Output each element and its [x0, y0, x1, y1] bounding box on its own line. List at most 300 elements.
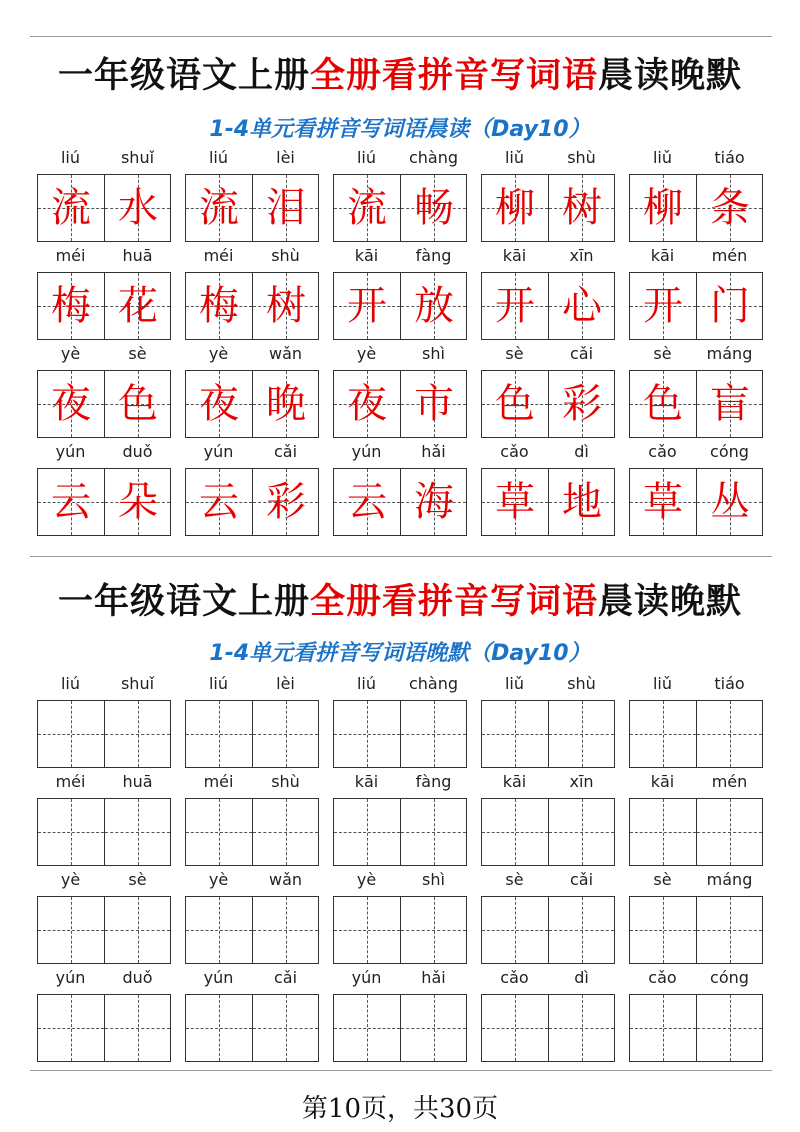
guide-line-vertical — [515, 897, 516, 963]
blank-tianzige-cell[interactable] — [400, 701, 466, 767]
pinyin-label: cǎo — [648, 442, 677, 461]
pinyin-label: shù — [567, 148, 596, 167]
writing-box[interactable] — [333, 700, 467, 768]
guide-line-vertical — [138, 701, 139, 767]
hanzi-character: 柳 — [643, 185, 683, 231]
word-card — [185, 440, 319, 538]
word-card — [333, 146, 467, 244]
dictation-card — [185, 770, 319, 868]
guide-line-vertical — [434, 897, 435, 963]
pinyin-label: sè — [653, 870, 672, 889]
character-box — [481, 370, 615, 438]
dictation-card — [37, 770, 171, 868]
hanzi-character: 海 — [414, 479, 454, 525]
character-box — [481, 174, 615, 242]
writing-box[interactable] — [333, 798, 467, 866]
blank-tianzige-cell[interactable] — [482, 799, 548, 865]
pinyin-label: sè — [653, 344, 672, 363]
guide-line-vertical — [663, 701, 664, 767]
pinyin-label: wǎn — [268, 870, 303, 889]
top-main-title: 一年级语文上册全册看拼音写词语晨读晚默 — [57, 56, 743, 96]
blank-tianzige-cell[interactable] — [400, 897, 466, 963]
bottom-subtitle: 1-4单元看拼音写词语晚默（Day10） — [209, 641, 591, 666]
writing-box[interactable] — [37, 994, 171, 1062]
blank-tianzige-cell[interactable] — [104, 897, 170, 963]
writing-box[interactable] — [629, 798, 763, 866]
pinyin-label: shù — [271, 246, 300, 265]
guide-line-vertical — [71, 897, 72, 963]
hanzi-character: 色 — [495, 381, 535, 427]
pinyin-label: máng — [706, 870, 753, 889]
word-card — [629, 244, 763, 342]
pinyin-label: liú — [60, 674, 81, 693]
top-subtitle: 1-4单元看拼音写词语晨读（Day10） — [209, 117, 591, 142]
character-box — [629, 370, 763, 438]
pinyin-label: tiáo — [714, 148, 745, 167]
writing-box[interactable] — [185, 994, 319, 1062]
guide-line-vertical — [286, 995, 287, 1061]
blank-tianzige-cell[interactable] — [630, 897, 696, 963]
guide-line-vertical — [434, 799, 435, 865]
tianzige-cell — [400, 273, 466, 339]
blank-tianzige-cell[interactable] — [696, 701, 762, 767]
hanzi-character: 彩 — [562, 381, 602, 427]
hanzi-character: 色 — [643, 381, 683, 427]
word-row — [37, 770, 763, 868]
tianzige-cell — [186, 175, 252, 241]
character-box — [185, 272, 319, 340]
writing-box[interactable] — [481, 896, 615, 964]
hanzi-character: 盲 — [710, 381, 750, 427]
hanzi-character: 朵 — [118, 479, 158, 525]
guide-line-vertical — [515, 799, 516, 865]
guide-line-vertical — [219, 701, 220, 767]
word-card — [481, 342, 615, 440]
character-box — [185, 468, 319, 536]
pinyin-label: shuǐ — [120, 674, 155, 693]
tianzige-cell — [630, 175, 696, 241]
writing-box[interactable] — [37, 700, 171, 768]
tianzige-cell — [696, 371, 762, 437]
blank-tianzige-cell[interactable] — [38, 897, 104, 963]
blank-tianzige-cell[interactable] — [186, 799, 252, 865]
dictation-card — [333, 672, 467, 770]
guide-line-vertical — [582, 799, 583, 865]
dictation-card — [629, 672, 763, 770]
guide-line-vertical — [434, 995, 435, 1061]
tianzige-cell — [696, 175, 762, 241]
writing-box[interactable] — [481, 798, 615, 866]
hanzi-character: 心 — [562, 283, 602, 329]
pinyin-label: kāi — [354, 772, 379, 791]
pinyin-label: fàng — [415, 246, 452, 265]
tianzige-cell — [38, 175, 104, 241]
tianzige-cell — [334, 371, 400, 437]
pinyin-label: yè — [60, 870, 81, 889]
pinyin-label: lèi — [276, 148, 295, 167]
writing-box[interactable] — [481, 994, 615, 1062]
word-card — [481, 146, 615, 244]
character-box — [185, 370, 319, 438]
blank-tianzige-cell[interactable] — [252, 897, 318, 963]
blank-tianzige-cell[interactable] — [630, 799, 696, 865]
guide-line-vertical — [367, 701, 368, 767]
hanzi-character: 云 — [199, 479, 239, 525]
writing-box[interactable] — [37, 896, 171, 964]
character-box — [481, 272, 615, 340]
writing-box[interactable] — [333, 994, 467, 1062]
hanzi-character: 放 — [414, 283, 454, 329]
hanzi-character: 梅 — [199, 283, 239, 329]
blank-tianzige-cell[interactable] — [186, 897, 252, 963]
blank-tianzige-cell[interactable] — [186, 701, 252, 767]
writing-box[interactable] — [185, 700, 319, 768]
dictation-card — [481, 770, 615, 868]
hanzi-character: 柳 — [495, 185, 535, 231]
word-row — [37, 440, 763, 538]
blank-tianzige-cell[interactable] — [482, 995, 548, 1061]
guide-line-vertical — [582, 701, 583, 767]
character-box — [185, 174, 319, 242]
pinyin-label: kāi — [650, 772, 675, 791]
pinyin-label: yè — [208, 344, 229, 363]
guide-line-vertical — [663, 897, 664, 963]
pinyin-label: lèi — [276, 674, 295, 693]
pinyin-label: liú — [208, 148, 229, 167]
blank-tianzige-cell[interactable] — [696, 897, 762, 963]
tianzige-cell — [482, 371, 548, 437]
blank-tianzige-cell[interactable] — [104, 995, 170, 1061]
pinyin-label: liú — [208, 674, 229, 693]
hanzi-character: 地 — [562, 479, 602, 525]
bottom-main-title: 一年级语文上册全册看拼音写词语晨读晚默 — [57, 582, 743, 622]
guide-line-vertical — [367, 995, 368, 1061]
hanzi-character: 色 — [118, 381, 158, 427]
pinyin-label: sè — [505, 870, 524, 889]
hanzi-character: 花 — [118, 283, 158, 329]
pinyin-label: cǎo — [500, 968, 529, 987]
tianzige-cell — [482, 175, 548, 241]
blank-tianzige-cell[interactable] — [482, 897, 548, 963]
blank-tianzige-cell[interactable] — [104, 701, 170, 767]
pinyin-label: kāi — [502, 772, 527, 791]
guide-line-vertical — [286, 701, 287, 767]
writing-box[interactable] — [629, 896, 763, 964]
pinyin-label: shì — [422, 870, 445, 889]
tianzige-cell — [548, 371, 614, 437]
dictation-card — [629, 868, 763, 966]
tianzige-cell — [630, 273, 696, 339]
word-card — [333, 440, 467, 538]
guide-line-vertical — [219, 897, 220, 963]
hanzi-character: 树 — [562, 185, 602, 231]
guide-line-vertical — [663, 799, 664, 865]
writing-box[interactable] — [629, 994, 763, 1062]
pinyin-label: cǎi — [273, 968, 298, 987]
blank-tianzige-cell[interactable] — [334, 799, 400, 865]
blank-tianzige-cell[interactable] — [104, 799, 170, 865]
dictation-card — [629, 966, 763, 1064]
hanzi-character: 夜 — [199, 381, 239, 427]
word-card — [333, 342, 467, 440]
hanzi-character: 云 — [347, 479, 387, 525]
tianzige-cell — [38, 469, 104, 535]
pinyin-label: shuǐ — [120, 148, 155, 167]
pinyin-label: yún — [203, 968, 234, 987]
hanzi-character: 梅 — [51, 283, 91, 329]
pinyin-label: cǎo — [648, 968, 677, 987]
word-card — [185, 342, 319, 440]
pinyin-label: duǒ — [122, 442, 153, 461]
hanzi-character: 丛 — [710, 479, 750, 525]
character-box — [333, 174, 467, 242]
word-card — [37, 146, 171, 244]
tianzige-cell — [548, 175, 614, 241]
blank-tianzige-cell[interactable] — [38, 995, 104, 1061]
tianzige-cell — [104, 273, 170, 339]
tianzige-cell — [630, 469, 696, 535]
top-divider — [30, 36, 772, 37]
word-card — [629, 440, 763, 538]
pinyin-label: sè — [505, 344, 524, 363]
pinyin-label: xīn — [569, 772, 594, 791]
tianzige-cell — [696, 273, 762, 339]
hanzi-character: 开 — [347, 283, 387, 329]
guide-line-vertical — [138, 995, 139, 1061]
tianzige-cell — [334, 273, 400, 339]
tianzige-cell — [334, 175, 400, 241]
hanzi-character: 彩 — [266, 479, 306, 525]
blank-tianzige-cell[interactable] — [252, 799, 318, 865]
dictation-card — [333, 770, 467, 868]
word-card — [629, 342, 763, 440]
word-card — [37, 244, 171, 342]
character-box — [629, 468, 763, 536]
blank-tianzige-cell[interactable] — [630, 701, 696, 767]
pinyin-label: fàng — [415, 772, 452, 791]
dictation-card — [37, 966, 171, 1064]
guide-line-vertical — [730, 995, 731, 1061]
dictation-card — [37, 672, 171, 770]
hanzi-character: 云 — [51, 479, 91, 525]
hanzi-character: 草 — [495, 479, 535, 525]
dictation-card — [185, 672, 319, 770]
hanzi-character: 夜 — [51, 381, 91, 427]
pinyin-label: méi — [55, 772, 86, 791]
word-row — [37, 342, 763, 440]
word-row — [37, 146, 763, 244]
guide-line-vertical — [71, 995, 72, 1061]
pinyin-label: shù — [271, 772, 300, 791]
pinyin-label: méi — [55, 246, 86, 265]
guide-line-vertical — [367, 897, 368, 963]
dictation-card — [481, 966, 615, 1064]
blank-tianzige-cell[interactable] — [630, 995, 696, 1061]
pinyin-label: cǎi — [569, 344, 594, 363]
hanzi-character: 水 — [118, 185, 158, 231]
dictation-card — [185, 966, 319, 1064]
pinyin-label: méi — [203, 772, 234, 791]
guide-line-vertical — [367, 799, 368, 865]
word-card — [37, 342, 171, 440]
blank-tianzige-cell[interactable] — [186, 995, 252, 1061]
hanzi-character: 门 — [710, 283, 750, 329]
pinyin-label: yè — [208, 870, 229, 889]
pinyin-label: liú — [356, 148, 377, 167]
tianzige-cell — [252, 469, 318, 535]
blank-tianzige-cell[interactable] — [548, 701, 614, 767]
pinyin-label: hǎi — [421, 442, 446, 461]
pinyin-label: liǔ — [504, 148, 525, 167]
guide-line-vertical — [730, 897, 731, 963]
tianzige-cell — [252, 175, 318, 241]
pinyin-label: dì — [574, 968, 589, 987]
blank-tianzige-cell[interactable] — [548, 897, 614, 963]
pinyin-label: máng — [706, 344, 753, 363]
pinyin-label: chàng — [408, 148, 459, 167]
pinyin-label: yè — [356, 870, 377, 889]
blank-tianzige-cell[interactable] — [334, 995, 400, 1061]
pinyin-label: yè — [60, 344, 81, 363]
dictation-card — [185, 868, 319, 966]
blank-tianzige-cell[interactable] — [696, 995, 762, 1061]
tianzige-cell — [334, 469, 400, 535]
character-box — [333, 370, 467, 438]
blank-tianzige-cell[interactable] — [334, 897, 400, 963]
hanzi-character: 开 — [643, 283, 683, 329]
word-card — [185, 244, 319, 342]
blank-tianzige-cell[interactable] — [38, 701, 104, 767]
guide-line-vertical — [730, 701, 731, 767]
hanzi-character: 流 — [347, 185, 387, 231]
tianzige-cell — [252, 273, 318, 339]
blank-tianzige-cell[interactable] — [482, 701, 548, 767]
hanzi-character: 夜 — [347, 381, 387, 427]
blank-tianzige-cell[interactable] — [252, 701, 318, 767]
hanzi-character: 草 — [643, 479, 683, 525]
pinyin-label: cóng — [710, 442, 749, 461]
character-box — [481, 468, 615, 536]
pinyin-label: liǔ — [652, 148, 673, 167]
pinyin-label: yún — [351, 442, 382, 461]
hanzi-character: 畅 — [414, 185, 454, 231]
guide-line-vertical — [582, 897, 583, 963]
tianzige-cell — [104, 469, 170, 535]
writing-box[interactable] — [481, 700, 615, 768]
blank-tianzige-cell[interactable] — [252, 995, 318, 1061]
guide-line-vertical — [582, 995, 583, 1061]
pinyin-label: yè — [356, 344, 377, 363]
pinyin-label: cǎo — [500, 442, 529, 461]
pinyin-label: sè — [128, 870, 147, 889]
dictation-card — [333, 868, 467, 966]
pinyin-label: sè — [128, 344, 147, 363]
writing-box[interactable] — [333, 896, 467, 964]
dictation-card — [481, 672, 615, 770]
word-card — [185, 146, 319, 244]
pinyin-label: yún — [203, 442, 234, 461]
pinyin-label: yún — [351, 968, 382, 987]
guide-line-vertical — [219, 799, 220, 865]
hanzi-character: 开 — [495, 283, 535, 329]
guide-line-vertical — [515, 995, 516, 1061]
tianzige-cell — [186, 469, 252, 535]
middle-divider — [30, 556, 772, 557]
writing-box[interactable] — [629, 700, 763, 768]
tianzige-cell — [548, 273, 614, 339]
pinyin-label: liǔ — [652, 674, 673, 693]
blank-tianzige-cell[interactable] — [400, 995, 466, 1061]
writing-box[interactable] — [185, 896, 319, 964]
bottom-divider — [30, 1070, 772, 1071]
word-card — [37, 440, 171, 538]
pinyin-label: mén — [711, 772, 748, 791]
pinyin-label: méi — [203, 246, 234, 265]
word-row — [37, 672, 763, 770]
writing-box[interactable] — [185, 798, 319, 866]
word-card — [481, 440, 615, 538]
tianzige-cell — [630, 371, 696, 437]
guide-line-vertical — [286, 799, 287, 865]
pinyin-label: yún — [55, 442, 86, 461]
guide-line-vertical — [219, 995, 220, 1061]
tianzige-cell — [38, 273, 104, 339]
blank-tianzige-cell[interactable] — [400, 799, 466, 865]
hanzi-character: 流 — [199, 185, 239, 231]
tianzige-cell — [38, 371, 104, 437]
dictation-card — [629, 770, 763, 868]
pinyin-label: kāi — [650, 246, 675, 265]
tianzige-cell — [186, 273, 252, 339]
pinyin-label: cǎi — [273, 442, 298, 461]
pinyin-label: cǎi — [569, 870, 594, 889]
blank-tianzige-cell[interactable] — [38, 799, 104, 865]
tianzige-cell — [252, 371, 318, 437]
pinyin-label: kāi — [354, 246, 379, 265]
hanzi-character: 泪 — [266, 185, 306, 231]
guide-line-vertical — [663, 995, 664, 1061]
guide-line-vertical — [515, 701, 516, 767]
blank-tianzige-cell[interactable] — [696, 799, 762, 865]
pinyin-label: mén — [711, 246, 748, 265]
word-card — [629, 146, 763, 244]
tianzige-cell — [104, 175, 170, 241]
blank-tianzige-cell[interactable] — [548, 995, 614, 1061]
blank-tianzige-cell[interactable] — [334, 701, 400, 767]
character-box — [37, 174, 171, 242]
hanzi-character: 晚 — [266, 381, 306, 427]
character-box — [333, 468, 467, 536]
character-box — [629, 272, 763, 340]
character-box — [37, 370, 171, 438]
hanzi-character: 树 — [266, 283, 306, 329]
pinyin-label: liú — [356, 674, 377, 693]
pinyin-label: xīn — [569, 246, 594, 265]
word-card — [481, 244, 615, 342]
character-box — [37, 272, 171, 340]
guide-line-vertical — [138, 897, 139, 963]
blank-tianzige-cell[interactable] — [548, 799, 614, 865]
pinyin-label: shù — [567, 674, 596, 693]
page-number: 第10页，共30页 — [301, 1094, 499, 1124]
writing-box[interactable] — [37, 798, 171, 866]
guide-line-vertical — [286, 897, 287, 963]
guide-line-vertical — [138, 799, 139, 865]
pinyin-label: liú — [60, 148, 81, 167]
pinyin-label: kāi — [502, 246, 527, 265]
guide-line-vertical — [71, 799, 72, 865]
character-box — [333, 272, 467, 340]
